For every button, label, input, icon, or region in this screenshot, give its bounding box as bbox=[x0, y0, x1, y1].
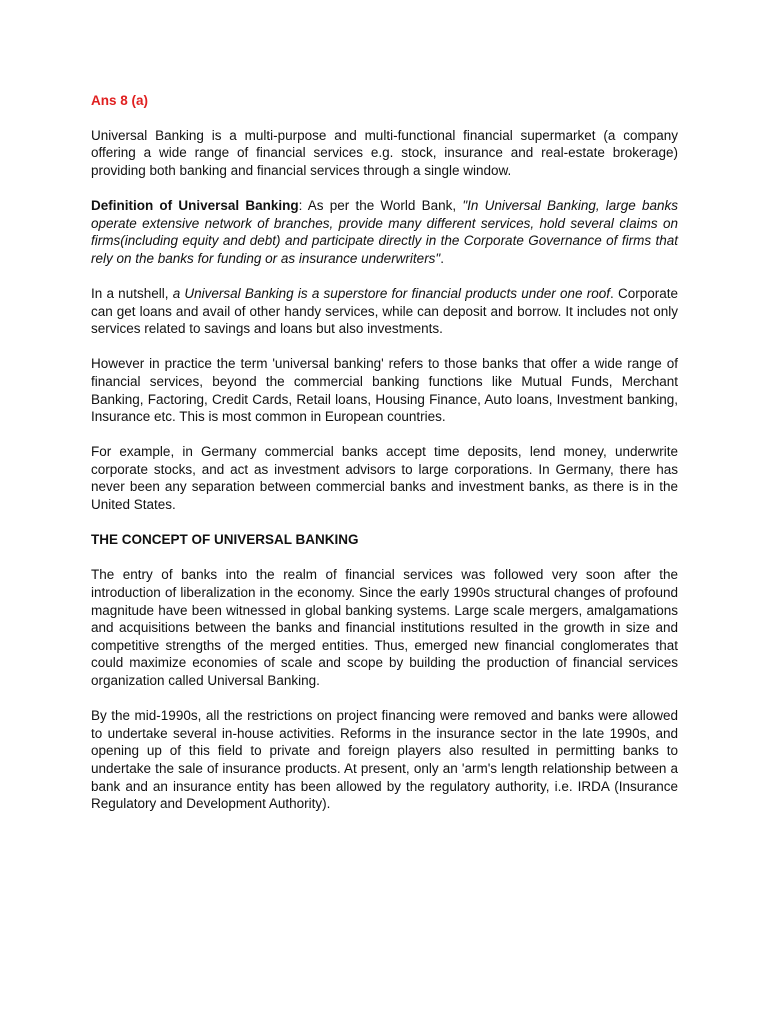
definition-quote: "In Universal Banking, large banks operate extensive network of branches, provide many different services, hold several claims on firms(including equity and debt) and participate directly in the Corporate Governance of firms that rely on the banks for funding or as insurance underwriters" bbox=[91, 197, 679, 266]
nutshell-italic: a Universal Banking is a superstore for financial products under one roof bbox=[172, 285, 610, 301]
section-heading: THE CONCEPT OF UNIVERSAL BANKING bbox=[91, 532, 359, 548]
definition-term: Definition of Universal Banking bbox=[91, 197, 299, 213]
paragraph-example: For example, in Germany commercial banks accept time deposits, lend money, underwrite corporate stocks, and act as investment advisors to large corporations. In Germany, there has never been any separation between commercial banks and investment banks, as there is in the United States. bbox=[91, 444, 678, 513]
paragraph-intro: Universal Banking is a multi-purpose and multi-functional financial supermarket (a company offering a wide range of financial services e.g. stock, insurance and real-estate brokerage) providing both banking and financial services through a single window. bbox=[91, 127, 678, 178]
answer-heading: Ans 8 (a) bbox=[91, 93, 149, 108]
paragraph-definition bbox=[91, 197, 678, 267]
definition-tail: . bbox=[440, 250, 444, 266]
paragraph-reforms: By the mid-1990s, all the restrictions on project financing were removed and banks were allowed to undertake several in-house activities. Reforms in the insurance sector in the late 1990s, and opening up of this field to private and foreign players also resulted in permitting banks to undertake the sale of insurance products. At present, only an 'arm's length relationship between a bank and an insurance entity has been allowed by the regulatory authority, i.e. IRDA (Insurance Regulatory and Development Authority). bbox=[91, 708, 678, 812]
paragraph-practice: However in practice the term 'universal banking' refers to those banks that offer a wide range of financial services, beyond the commercial banking functions like Mutual Funds, Merchant Banking, Factoring, Credit Cards, Retail loans, Housing Finance, Auto loans, Investment banking, Insurance etc. This is most common in European countries. bbox=[91, 356, 678, 425]
paragraph-concept: The entry of banks into the realm of financial services was followed very soon after the introduction of liberalization in the economy. Since the early 1990s structural changes of profound magnitude have been witnessed in global banking systems. Large scale mergers, amalgamations and acquisitions between the banks and financial institutions resulted in the growth in size and competitive strengths of the merged entities. Thus, emerged new financial conglomerates that could maximize economies of scale and scope by building the production of financial services organization called Universal Banking. bbox=[91, 567, 678, 688]
definition-lead: : As per the World Bank, bbox=[298, 197, 463, 213]
nutshell-tail: . Corporate can get loans and avail of other handy services, while can deposit and borrow. It includes not only services related to savings and loans but also investments. bbox=[91, 285, 678, 337]
paragraph-nutshell bbox=[91, 285, 678, 338]
nutshell-lead: In a nutshell, bbox=[91, 285, 173, 301]
